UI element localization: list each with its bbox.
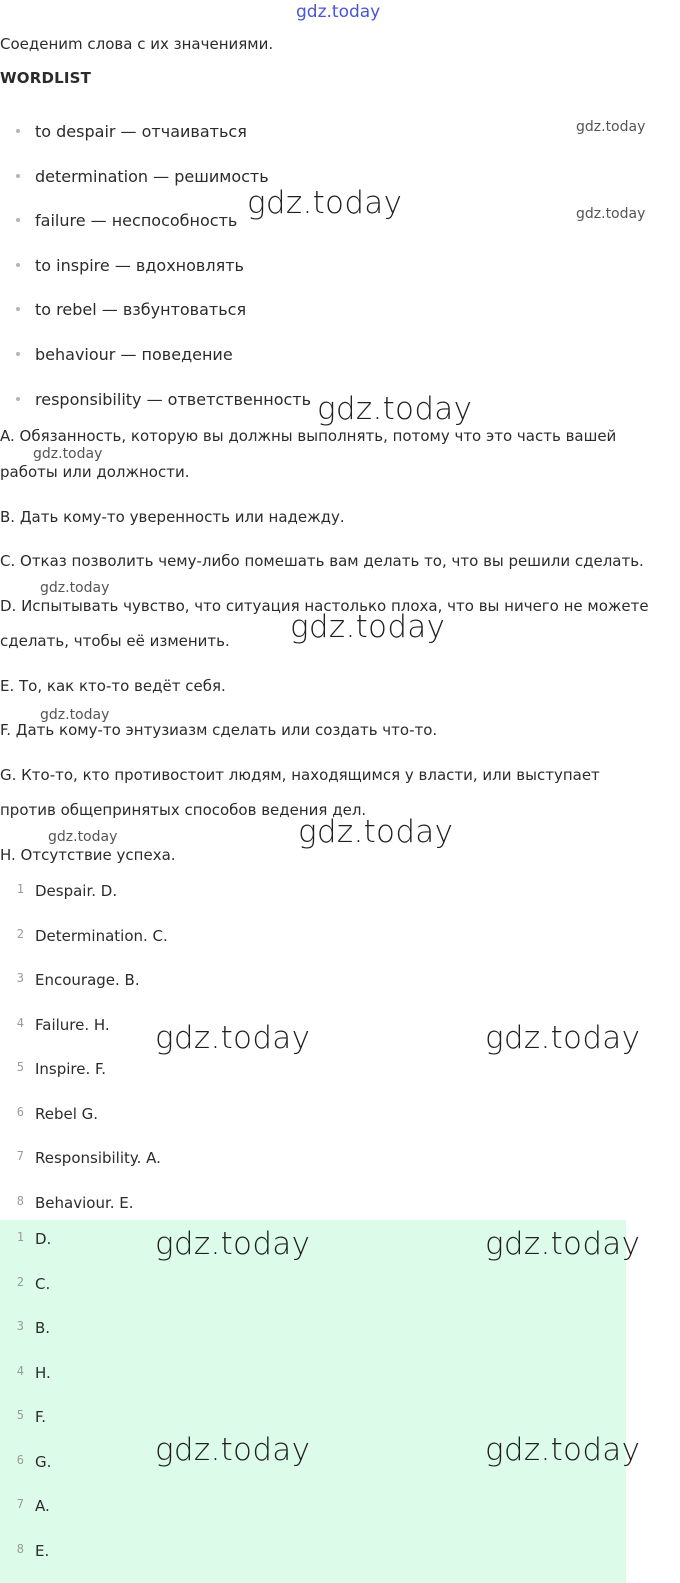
list-item: 3 B. [16,1319,51,1337]
definition-c: C. Отказ позволить чему-либо помешать вам делать то, что вы решили сделать. [0,552,644,570]
watermark: gdz.today [298,814,454,850]
list-item: 1 D. [16,1230,52,1248]
watermark: gdz.today [576,119,646,135]
watermark: gdz.today [48,829,118,845]
definition-a: A. Обязанность, которую вы должны выполнять, потому что это часть вашей [0,427,617,445]
definition-g-cont: против общепринятых способов ведения дел. [0,801,367,819]
definition-b: B. Дать кому-то уверенность или надежду. [0,508,345,526]
list-item: failure — неспособность [0,209,680,233]
bullet-icon [16,397,20,401]
watermark: gdz.today [40,580,110,596]
watermark: gdz.today [317,391,473,427]
bullet-icon [16,307,20,311]
bullet-icon [16,174,20,178]
list-item: 4 H. [16,1364,51,1382]
watermark: gdz.today [155,1226,311,1262]
watermark: gdz.today [290,609,446,645]
list-item: to rebel — взбунтоваться [0,298,680,322]
watermark: gdz.today [485,1432,641,1468]
list-item: 2 Determination. C. [16,927,168,945]
list-item: 6 Rebel G. [16,1105,99,1123]
list-item: to despair — отчаиваться [0,120,680,144]
list-item: 8 Behaviour. E. [16,1194,134,1212]
definition-h: H. Отсутствие успеха. [0,846,176,864]
definition-d: D. Испытывать чувство, что ситуация настолько плоха, что вы ничего не можете [0,597,649,615]
definition-d-cont: сделать, чтобы её изменить. [0,632,230,650]
watermark: gdz.today [576,206,646,222]
bullet-icon [16,218,20,222]
list-item: 3 Encourage. B. [16,971,140,989]
watermark: gdz.today [485,1020,641,1056]
bullet-icon [16,352,20,356]
watermark: gdz.today [33,446,103,462]
watermark-top: gdz.today [296,2,381,22]
watermark: gdz.today [40,707,110,723]
list-item: 8 E. [16,1542,50,1560]
bullet-icon [16,129,20,133]
definition-f: F. Дать кому-то энтузиазм сделать или создать что-то. [0,721,438,739]
list-item: to inspire — вдохновлять [0,254,680,278]
list-item: 7 Responsibility. A. [16,1149,161,1167]
bullet-icon [16,263,20,267]
list-item: 7 A. [16,1497,50,1515]
definition-g: G. Кто-то, кто противостоит людям, находящимся у власти, или выступает [0,766,600,784]
definition-a-cont: работы или должности. [0,463,190,481]
list-item: 2 C. [16,1275,51,1293]
definition-e: E. То, как кто-то ведёт себя. [0,677,226,695]
watermark: gdz.today [155,1432,311,1468]
intro-text: Соедениm слова с их значениями. [0,35,274,53]
list-item: determination — решимость [0,165,680,189]
list-item: 5 Inspire. F. [16,1060,107,1078]
list-item: 1 Despair. D. [16,882,118,900]
watermark: gdz.today [485,1226,641,1262]
list-item: responsibility — ответственность [0,388,680,412]
wordlist-heading: WORDLIST [0,69,92,87]
list-item: 4 Failure. H. [16,1016,110,1034]
list-item: 5 F. [16,1408,46,1426]
watermark: gdz.today [155,1020,311,1056]
list-item: 6 G. [16,1453,52,1471]
watermark: gdz.today [247,185,403,221]
list-item: behaviour — поведение [0,343,680,367]
